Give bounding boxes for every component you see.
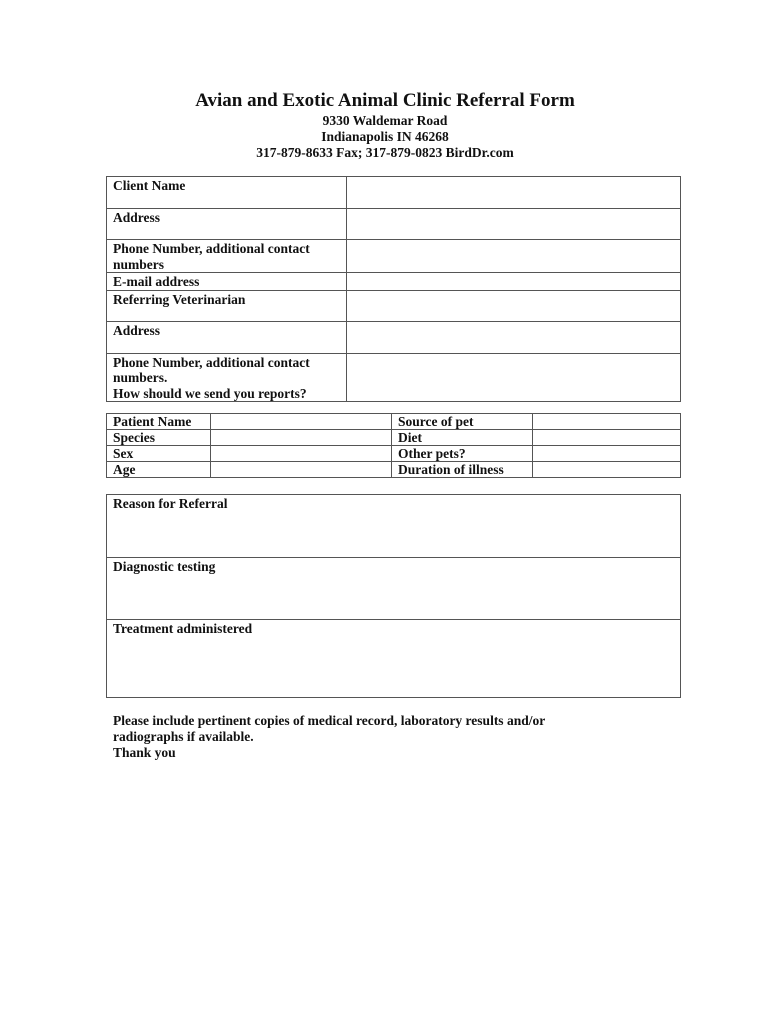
- vet-phone-field[interactable]: [347, 353, 681, 402]
- reason-for-referral-label: Reason for Referral: [113, 496, 228, 511]
- duration-of-illness-field[interactable]: [533, 462, 681, 478]
- patient-row: [107, 414, 681, 430]
- duration-of-illness-label: Duration of illness: [392, 462, 533, 478]
- footer-note: [113, 713, 673, 761]
- footer-note-line: radiographs if available.: [113, 729, 254, 744]
- treatment-row: [107, 620, 681, 698]
- treatment-administered-field[interactable]: [107, 620, 681, 698]
- clinic-street-address: 9330 Waldemar Road: [322, 113, 448, 128]
- diet-label: Diet: [392, 430, 533, 446]
- client-name-label: Client Name: [107, 177, 347, 209]
- treatment-administered-label: Treatment administered: [113, 621, 253, 636]
- diagnostic-row: [107, 558, 681, 620]
- referring-vet-label: Referring Veterinarian: [107, 290, 347, 321]
- email-row: [107, 273, 681, 291]
- sex-field[interactable]: [211, 446, 392, 462]
- other-pets-field[interactable]: [533, 446, 681, 462]
- species-label: Species: [107, 430, 211, 446]
- client-info-table: [106, 176, 681, 402]
- sex-label: Sex: [107, 446, 211, 462]
- clinic-contact-line: 317-879-8633 Fax; 317-879-0823 BirdDr.com: [256, 145, 514, 160]
- diet-field[interactable]: [533, 430, 681, 446]
- form-title: Avian and Exotic Animal Clinic Referral Form: [195, 90, 575, 111]
- patient-row: [107, 462, 681, 478]
- vet-phone-label-line: Phone Number, additional contact: [113, 354, 310, 370]
- email-label: E-mail address: [107, 273, 347, 291]
- clinic-city-address: Indianapolis IN 46268: [321, 129, 449, 144]
- age-field[interactable]: [211, 462, 392, 478]
- footer-note-line: Please include pertinent copies of medical record, laboratory results and/or: [113, 713, 546, 728]
- referring-vet-row: [107, 290, 681, 321]
- reason-for-referral-field[interactable]: [107, 495, 681, 558]
- client-phone-field[interactable]: [347, 240, 681, 273]
- other-pets-label: Other pets?: [392, 446, 533, 462]
- patient-row: [107, 446, 681, 462]
- source-of-pet-field[interactable]: [533, 414, 681, 430]
- client-phone-row: [107, 240, 681, 273]
- vet-phone-row: [107, 353, 681, 402]
- patient-row: [107, 430, 681, 446]
- vet-address-row: [107, 321, 681, 353]
- vet-phone-label-line: numbers.: [113, 370, 168, 385]
- client-name-row: [107, 177, 681, 209]
- client-address-label: Address: [107, 209, 347, 240]
- patient-info-table: [106, 413, 681, 478]
- vet-phone-label: [107, 353, 347, 402]
- diagnostic-testing-label: Diagnostic testing: [113, 559, 216, 574]
- vet-address-label: Address: [107, 321, 347, 353]
- client-phone-label-line: numbers: [113, 256, 165, 272]
- source-of-pet-label: Source of pet: [392, 414, 533, 430]
- thank-you-text: Thank you: [113, 745, 176, 760]
- vet-address-field[interactable]: [347, 321, 681, 353]
- client-phone-label-line: Phone Number, additional contact: [113, 241, 310, 256]
- patient-name-field[interactable]: [211, 414, 392, 430]
- client-address-field[interactable]: [347, 209, 681, 240]
- client-name-field[interactable]: [347, 177, 681, 209]
- reason-row: [107, 495, 681, 558]
- patient-name-label: Patient Name: [107, 414, 211, 430]
- species-field[interactable]: [211, 430, 392, 446]
- age-label: Age: [107, 462, 211, 478]
- email-field[interactable]: [347, 273, 681, 291]
- client-address-row: [107, 209, 681, 240]
- referring-vet-field[interactable]: [347, 290, 681, 321]
- vet-phone-label-line: How should we send you reports?: [113, 385, 307, 401]
- referral-details-table: [106, 494, 681, 698]
- diagnostic-testing-field[interactable]: [107, 558, 681, 620]
- client-phone-label: [107, 240, 347, 273]
